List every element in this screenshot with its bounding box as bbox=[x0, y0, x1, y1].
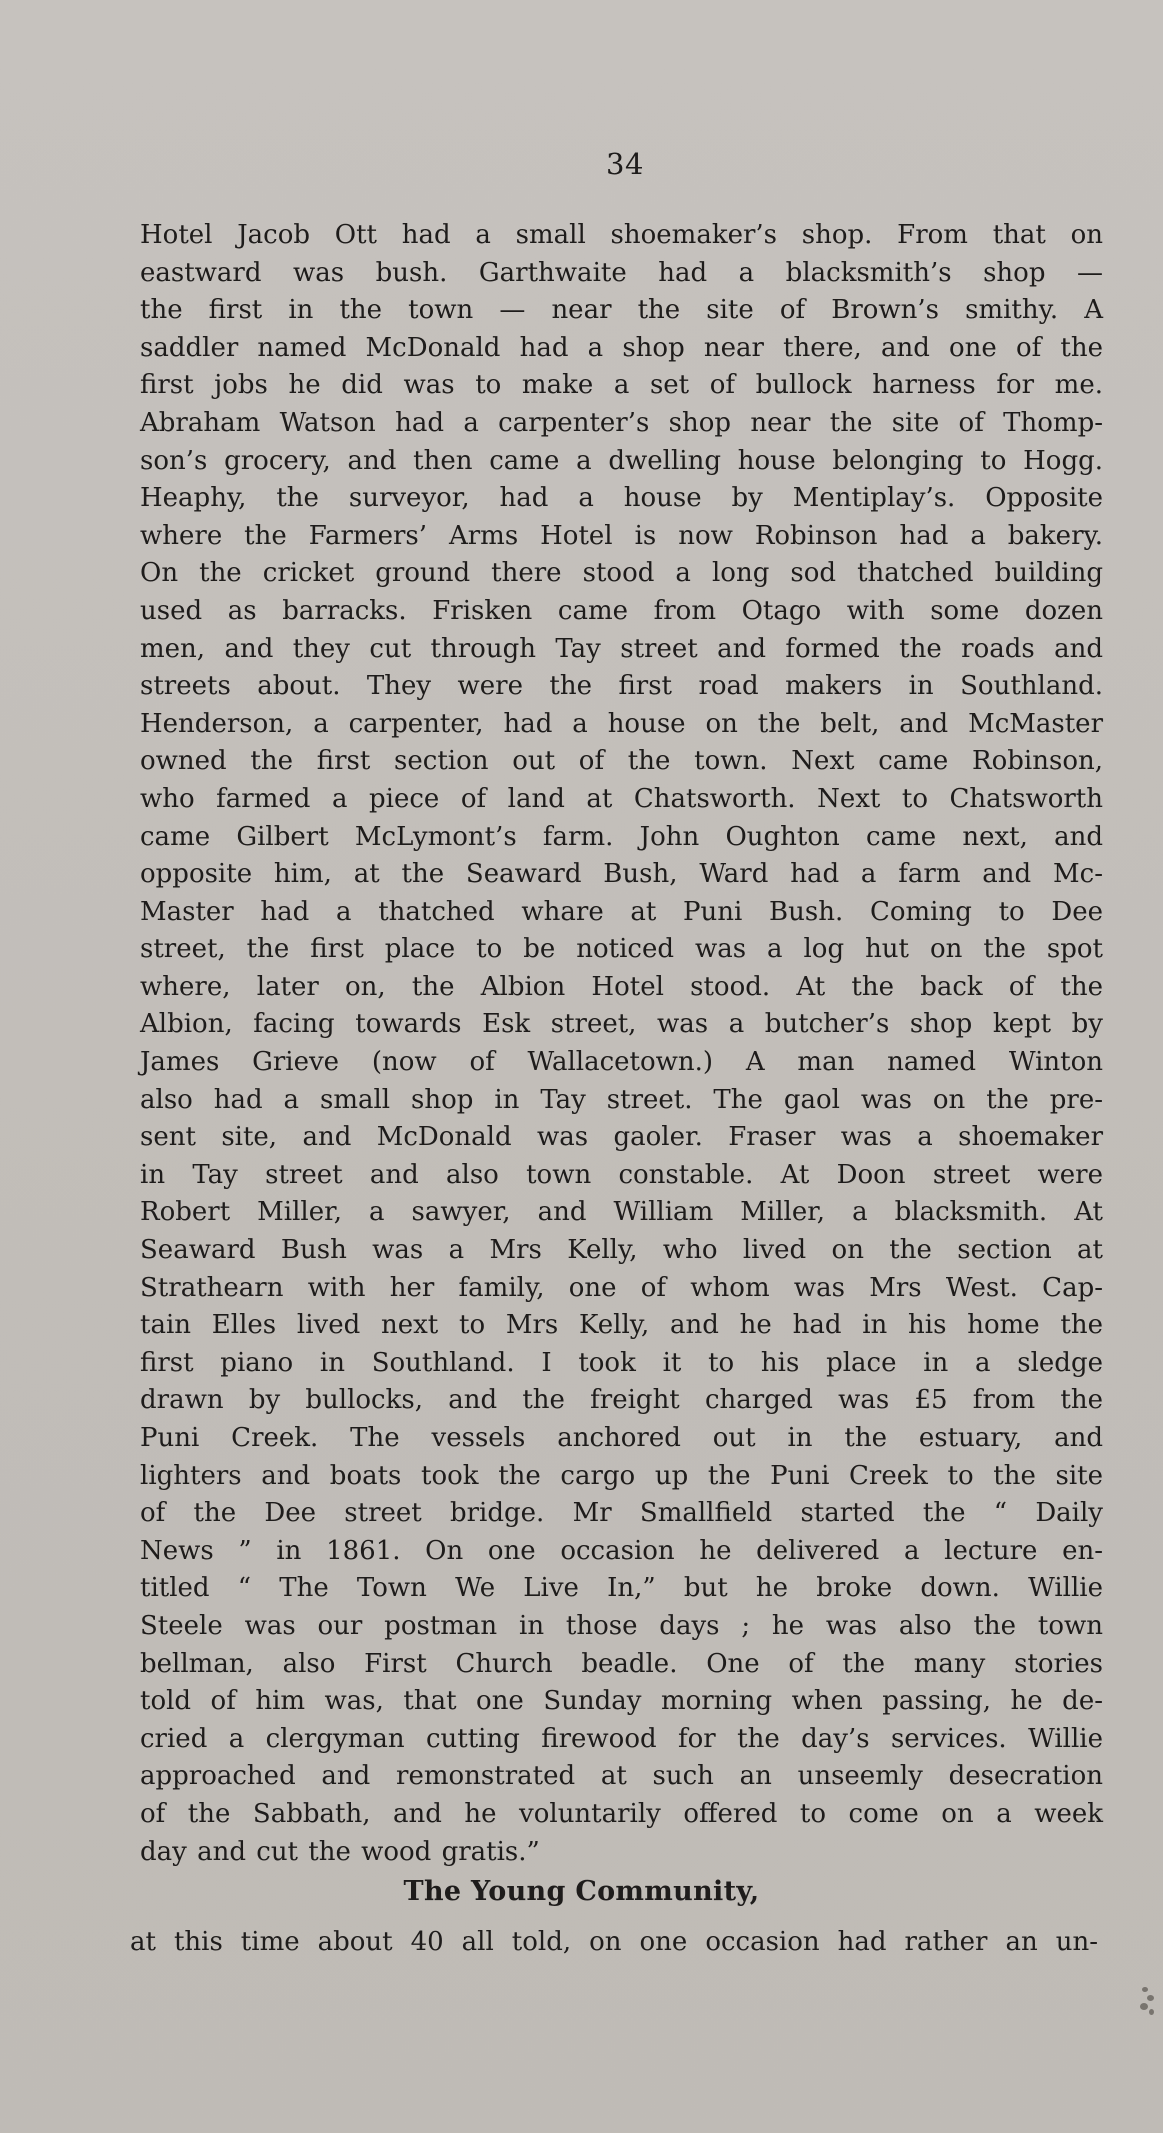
text-line: Steele was our postman in those days ; he was also the town bbox=[140, 1610, 1103, 1641]
text-line: who farmed a piece of land at Chatsworth. Next to Chatsworth bbox=[140, 783, 1103, 814]
text-line: owned the first section out of the town. Next came Robinson, bbox=[140, 746, 1103, 777]
text-line: men, and they cut through Tay street and formed the roads and bbox=[140, 633, 1103, 664]
text-line: where the Farmers’ Arms Hotel is now Robinson had a bakery. bbox=[140, 520, 1103, 551]
text-line: tain Elles lived next to Mrs Kelly, and he had in his home the bbox=[140, 1310, 1103, 1341]
text-line: Albion, facing towards Esk street, was a butcher’s shop kept by bbox=[140, 1009, 1103, 1040]
text-line: Heaphy, the surveyor, had a house by Mentiplay’s. Opposite bbox=[140, 483, 1103, 514]
text-line: sent site, and McDonald was gaoler. Fraser was a shoemaker bbox=[140, 1122, 1103, 1153]
text-line: day and cut the wood gratis.” bbox=[140, 1836, 540, 1867]
text-line: the first in the town — near the site of Brown’s smithy. A bbox=[140, 295, 1103, 326]
text-line: approached and remonstrated at such an unseemly desecration bbox=[140, 1761, 1103, 1792]
page-number: 34 bbox=[606, 147, 644, 181]
text-line: where, later on, the Albion Hotel stood. At the back of the bbox=[140, 971, 1103, 1002]
margin-smudge bbox=[1138, 1985, 1156, 2021]
text-line: James Grieve (now of Wallacetown.) A man named Winton bbox=[140, 1047, 1103, 1078]
text-line: told of him was, that one Sunday morning when passing, he de- bbox=[140, 1686, 1103, 1717]
text-line: lighters and boats took the cargo up the Puni Creek to the site bbox=[140, 1460, 1103, 1491]
text-line: first jobs he did was to make a set of bullock harness for me. bbox=[140, 370, 1103, 401]
text-line: saddler named McDonald had a shop near there, and one of the bbox=[140, 332, 1103, 363]
continuation-line bbox=[130, 1924, 1098, 1962]
text-line: Henderson, a carpenter, had a house on the belt, and McMaster bbox=[140, 708, 1103, 739]
text-line: Seaward Bush was a Mrs Kelly, who lived on the section at bbox=[140, 1235, 1103, 1266]
text-line: News ” in 1861. On one occasion he delivered a lecture en- bbox=[140, 1535, 1103, 1566]
section-heading: The Young Community, bbox=[403, 1876, 760, 1907]
text-line: first piano in Southland. I took it to his place in a sledge bbox=[140, 1347, 1103, 1378]
text-line: cried a clergyman cutting firewood for the day’s services. Willie bbox=[140, 1723, 1103, 1754]
text-line: also had a small shop in Tay street. The gaol was on the pre- bbox=[140, 1084, 1103, 1115]
body-paragraph bbox=[140, 217, 1103, 1871]
text-line: eastward was bush. Garthwaite had a blacksmith’s shop — bbox=[140, 257, 1103, 288]
text-line: of the Sabbath, and he voluntarily offered to come on a week bbox=[140, 1798, 1103, 1829]
text-line: On the cricket ground there stood a long sod thatched building bbox=[140, 558, 1103, 589]
text-line: street, the first place to be noticed was a log hut on the spot bbox=[140, 934, 1103, 965]
text-line: Hotel Jacob Ott had a small shoemaker’s shop. From that on bbox=[140, 220, 1103, 250]
text-line: bellman, also First Church beadle. One of the many stories bbox=[140, 1648, 1103, 1679]
text-line: in Tay street and also town constable. At Doon street were bbox=[140, 1159, 1103, 1190]
text-line: Strathearn with her family, one of whom was Mrs West. Cap- bbox=[140, 1272, 1103, 1303]
text-line: came Gilbert McLymont’s farm. John Oughton came next, and bbox=[140, 821, 1103, 852]
text-line: Master had a thatched whare at Puni Bush. Coming to Dee bbox=[140, 896, 1103, 927]
text-line: used as barracks. Frisken came from Otago with some dozen bbox=[140, 595, 1103, 626]
text-line: drawn by bullocks, and the freight charged was £5 from the bbox=[140, 1385, 1103, 1416]
text-line: Robert Miller, a sawyer, and William Miller, a blacksmith. At bbox=[140, 1197, 1103, 1228]
text-line: streets about. They were the first road makers in Southland. bbox=[140, 671, 1103, 702]
text-line: opposite him, at the Seaward Bush, Ward had a farm and Mc- bbox=[140, 859, 1103, 890]
text-line: titled “ The Town We Live In,” but he broke down. Willie bbox=[140, 1573, 1103, 1604]
text-line: Puni Creek. The vessels anchored out in the estuary, and bbox=[140, 1423, 1103, 1453]
text-line: son’s grocery, and then came a dwelling house belonging to Hogg. bbox=[140, 445, 1103, 476]
text-line: at this time about 40 all told, on one occasion had rather an un- bbox=[130, 1927, 1098, 1957]
text-line: of the Dee street bridge. Mr Smallfield started the “ Daily bbox=[140, 1498, 1103, 1529]
text-line: Abraham Watson had a carpenter’s shop near the site of Thomp- bbox=[140, 407, 1103, 438]
